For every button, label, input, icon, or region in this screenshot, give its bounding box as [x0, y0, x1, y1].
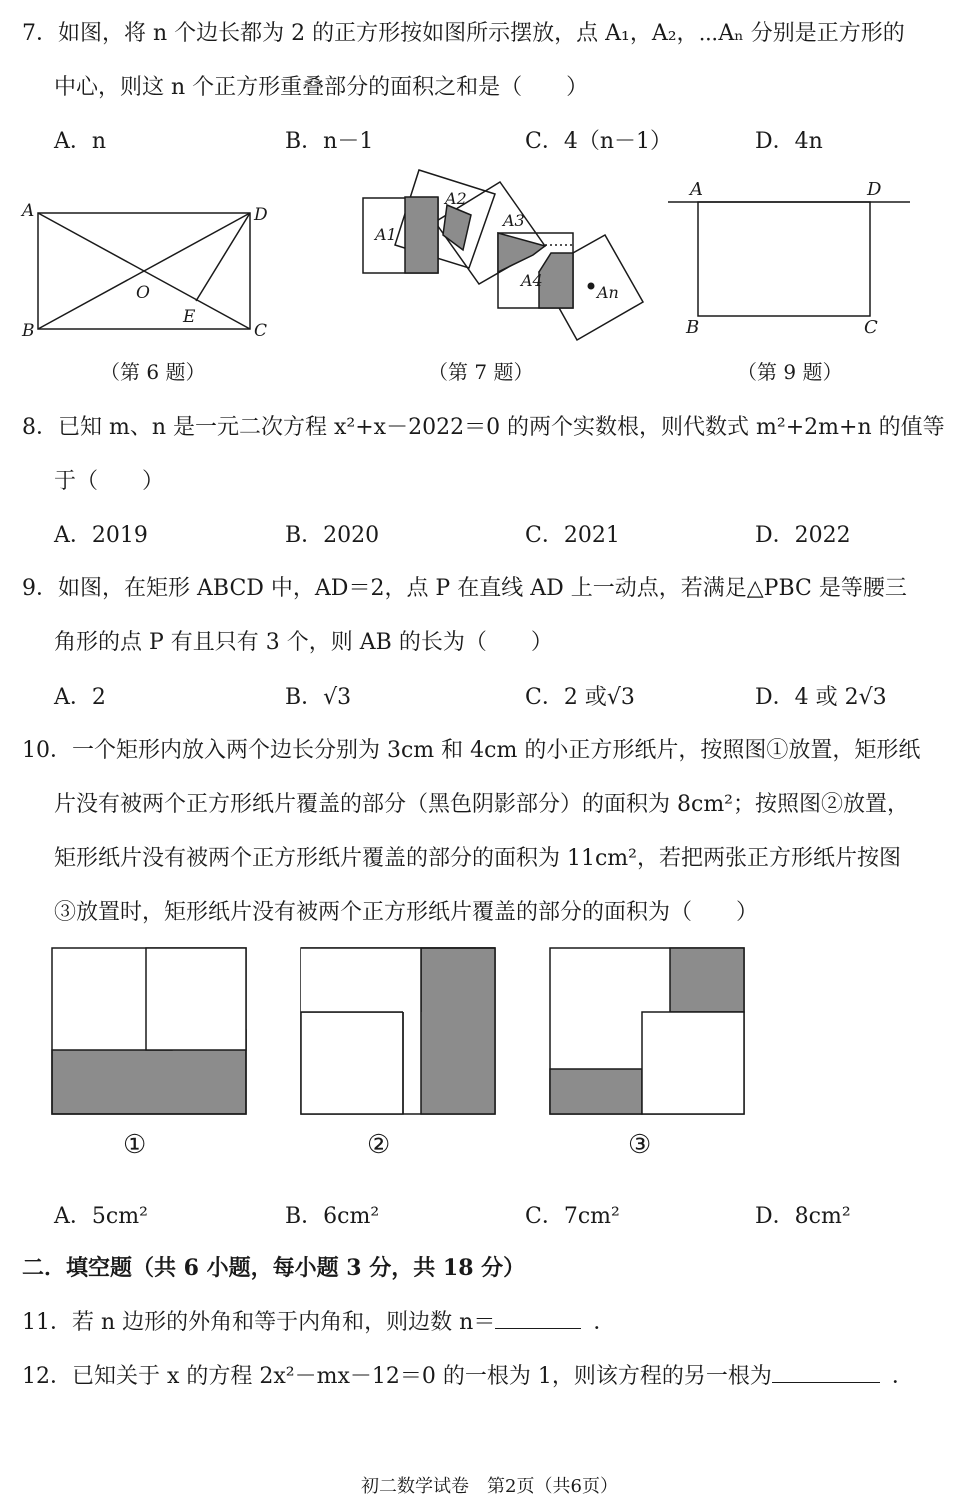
q9-line2: 角形的点 P 有且只有 3 个，则 AB 的长为（ ） — [54, 630, 553, 655]
q9-option-a[interactable]: A．2 — [54, 685, 106, 710]
q7-line1: 7．如图，将 n 个边长都为 2 的正方形按如图所示摆放，点 A₁，A₂，⋯Aₙ 分别是正方形的 — [22, 21, 905, 46]
figure-9 — [660, 175, 920, 340]
q10-option-d[interactable]: D．8cm² — [755, 1204, 851, 1229]
q7-option-b[interactable]: B．n－1 — [285, 129, 374, 154]
fig9-label-a: A — [690, 179, 703, 200]
fig6-label-d: D — [254, 205, 268, 225]
fig6-label-o: O — [136, 283, 150, 303]
q10-option-c[interactable]: C．7cm² — [525, 1204, 620, 1229]
q10-line4: ③放置时，矩形纸片没有被两个正方形纸片覆盖的部分的面积为（ ） — [54, 900, 759, 925]
q7-option-a[interactable]: A．n — [54, 129, 107, 154]
q10-option-b[interactable]: B．6cm² — [285, 1204, 380, 1229]
q7-option-c[interactable]: C．4（n－1） — [525, 129, 672, 154]
q10-line1: 10．一个矩形内放入两个边长分别为 3cm 和 4cm 的小正方形纸片，按照图①放置，矩形纸 — [22, 738, 921, 763]
fig7-label-an: An — [597, 283, 619, 302]
q9-option-b[interactable]: B．√3 — [285, 685, 352, 710]
fig9-rectangle — [698, 202, 870, 316]
figure-10-2 — [301, 948, 497, 1114]
q8-option-c[interactable]: C．2021 — [525, 523, 620, 548]
q11-answer-blank[interactable] — [495, 1310, 581, 1329]
fig7-caption: （第 7 题） — [428, 360, 534, 384]
q8-line1: 8．已知 m、n 是一元二次方程 x²+x－2022＝0 的两个实数根，则代数式 m²+2m+n 的值等 — [22, 415, 945, 440]
q7-line2: 中心，则这 n 个正方形重叠部分的面积之和是（ ） — [54, 75, 589, 100]
q10-line2: 片没有被两个正方形纸片覆盖的部分（黑色阴影部分）的面积为 8cm²；按照图②放置， — [54, 792, 909, 817]
q9-option-d[interactable]: D．4 或 2√3 — [755, 685, 887, 710]
fig7-overlap-4 — [539, 253, 573, 308]
q8-option-b[interactable]: B．2020 — [285, 523, 380, 548]
q11-line — [22, 1305, 615, 1336]
q7-option-d[interactable]: D．4n — [755, 129, 823, 154]
fig7-overlap-2 — [443, 205, 471, 250]
q9-option-c[interactable]: C．2 或√3 — [525, 685, 635, 710]
q11-text: 11．若 n 边形的外角和等于内角和，则边数 n＝ — [22, 1310, 496, 1335]
fig9-label-b: B — [686, 317, 700, 338]
q12-line — [22, 1359, 914, 1390]
q8-option-a[interactable]: A．2019 — [54, 523, 148, 548]
fig7-center-point — [588, 283, 595, 290]
fig7-label-a3: A3 — [503, 211, 525, 230]
fig10-2-top-blank — [301, 948, 421, 1012]
fig10-3-large-square — [642, 1012, 744, 1114]
figure-10-3 — [550, 948, 746, 1114]
q8-option-d[interactable]: D．2022 — [755, 523, 851, 548]
fig6-label-b: B — [22, 321, 35, 341]
fig9-label-c: C — [864, 317, 878, 338]
q10-option-a[interactable]: A．5cm² — [54, 1204, 148, 1229]
fig6-label-a: A — [22, 201, 35, 221]
fig10-2-shaded — [421, 948, 495, 1114]
q12-answer-blank[interactable] — [772, 1364, 880, 1383]
fig10-2-label: ② — [367, 1130, 391, 1160]
fig7-label-a2: A2 — [445, 189, 467, 208]
fig6-label-c: C — [254, 321, 268, 341]
fig7-overlap-1 — [405, 197, 438, 273]
fig6-caption: （第 6 题） — [100, 360, 206, 384]
section2-title: 二．填空题（共 6 小题，每小题 3 分，共 18 分） — [22, 1255, 526, 1281]
fig9-label-d: D — [867, 179, 882, 200]
fig10-2-large-square — [301, 1012, 403, 1114]
q12-end: ． — [891, 1364, 914, 1389]
fig10-3-shaded-bottom — [550, 1069, 642, 1114]
fig6-label-e: E — [183, 307, 196, 327]
fig10-3-label: ③ — [628, 1130, 652, 1160]
q12-text: 12．已知关于 x 的方程 2x²－mx－12＝0 的一根为 1，则该方程的另一根为 — [22, 1364, 772, 1389]
q8-line2: 于（ ） — [54, 469, 165, 494]
fig6-segment-de — [196, 213, 250, 301]
q9-line1: 9．如图，在矩形 ABCD 中，AD＝2，点 P 在直线 AD 上一动点，若满足△PBC 是等腰三 — [22, 576, 907, 601]
q10-line3: 矩形纸片没有被两个正方形纸片覆盖的部分的面积为 11cm²，若把两张正方形纸片按图 — [54, 846, 901, 871]
page-footer: 初二数学试卷 第2页（共6页） — [361, 1476, 618, 1497]
fig9-caption: （第 9 题） — [737, 360, 843, 384]
fig7-overlap-3 — [498, 233, 545, 272]
figure-6 — [0, 190, 300, 350]
fig7-label-a1: A1 — [375, 225, 397, 244]
fig10-1-label: ① — [123, 1130, 147, 1160]
fig7-label-a4: A4 — [521, 271, 543, 290]
figure-10-1 — [52, 948, 248, 1114]
q11-end: ． — [593, 1310, 616, 1335]
figure-7 — [355, 160, 655, 350]
fig10-3-shaded-top — [670, 948, 744, 1012]
fig10-1-large-square — [146, 948, 246, 1050]
